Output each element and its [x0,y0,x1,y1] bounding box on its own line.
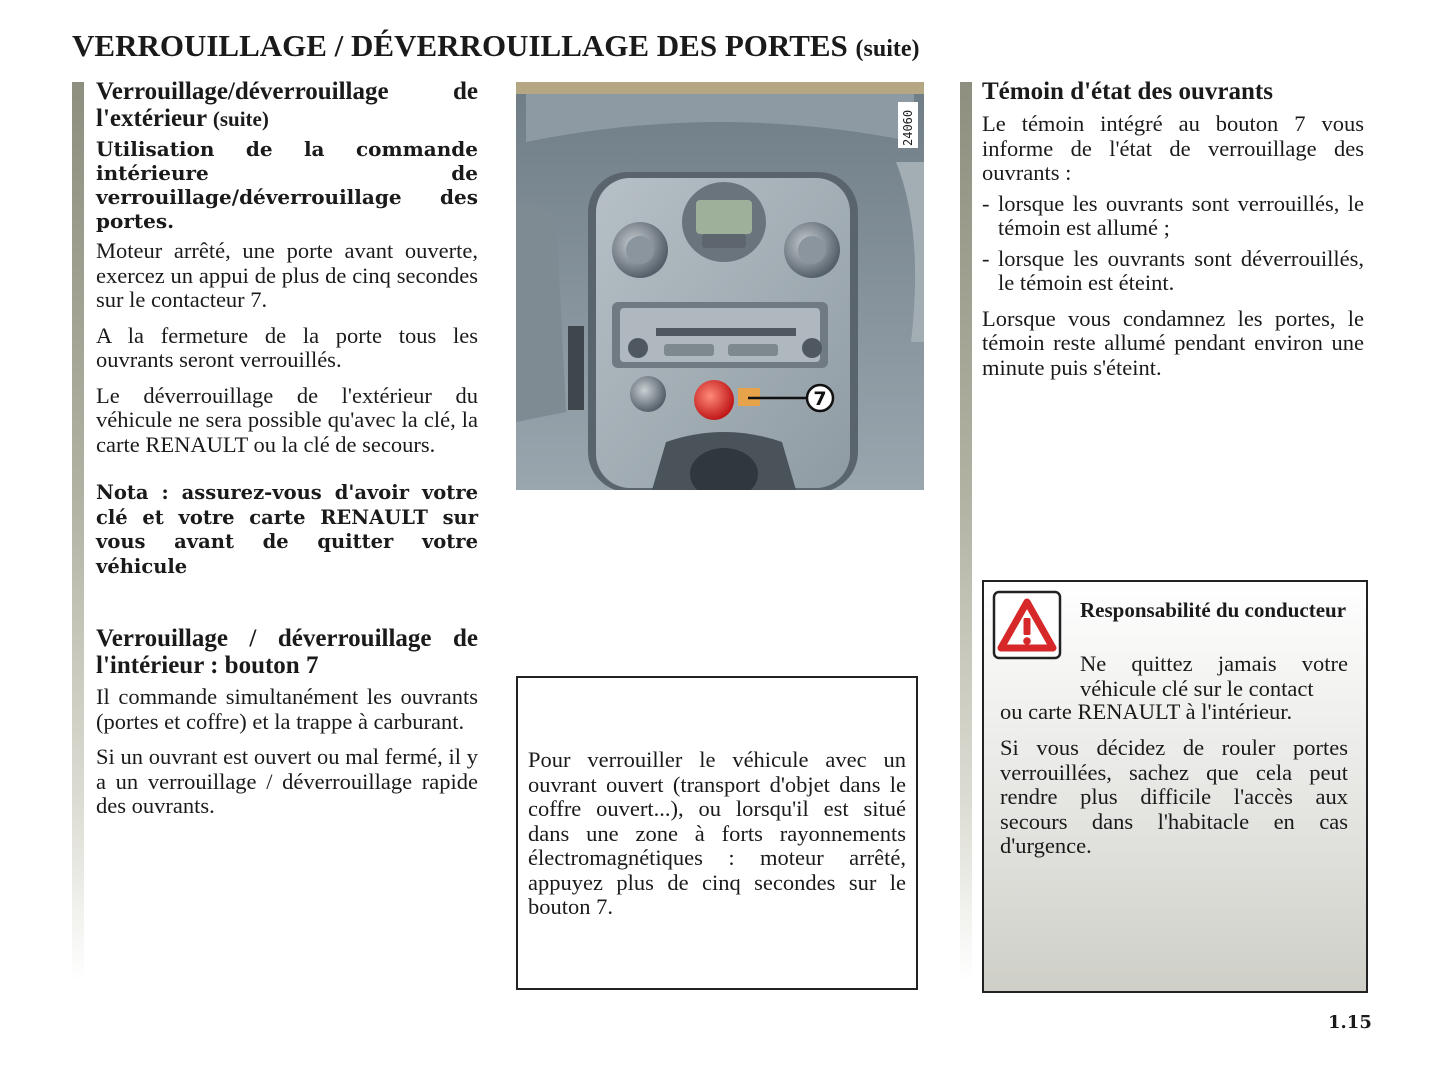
paragraph-engine-off: Moteur arrêté, une porte avant ouverte, exercez un appui de plus de cinq secondes sur le contacteur 7. [96,238,478,312]
warning-paragraph-1b: ou carte RENAULT à l'intérieur. [1000,699,1293,724]
right-accent-bar [960,82,972,982]
warning-paragraph-2: Si vous décidez de rouler portes verrouillées, sachez que cela peut rendre plus difficile l'accès aux secours dans l'habitacle en cas d'urgence. [1000,735,1348,858]
paragraph-quick-lock: Si un ouvrant est ouvert ou mal fermé, il y a un verrouillage / déverrouillage rapide des ouvrants. [96,744,478,818]
heading-exterior-suite: (suite) [212,107,269,131]
callout-7: 7 [813,388,827,410]
paragraph-unlocking-exterior: Le déverrouillage de l'extérieur du véhicule ne sera possible qu'avec la clé, la carte RENAULT ou la clé de secours. [96,382,478,457]
note-text: Pour verrouiller le véhicule avec un ouvrant ouvert (transport d'objet dans le coffre ouvert...), ou lorsqu'il est situé dans une zone à forts rayonnements électromagnétiques : moteur arrêté, appuyez plus de cinq secondes sur le bouton 7. [528,747,906,919]
note-box [516,676,918,990]
right-column [982,78,1364,391]
warning-triangle-icon [992,590,1062,660]
page-number: 1.15 [1328,1012,1372,1033]
warning-title: Responsabilité du conducteur [1080,598,1347,622]
warning-paragraph-1a: Ne quittez jamais votre véhicule clé sur le contact [1080,651,1348,701]
paragraph-simultaneous-command: Il commande simultanément les ouvrants (portes et coffre) et la trappe à carburant. [96,684,478,734]
photo-reference: 24060 [901,109,915,146]
paragraph-indicator-info: Le témoin intégré au bouton 7 vous informe de l'état de verrouillage des ouvrants : [982,111,1364,185]
heading-exterior-main: Verrouillage/déverrouillage de l'extérieur [96,78,478,132]
left-accent-bar [72,82,84,982]
subheading-interior-command: Utilisation de la commande intérieure de verrouillage/déverrouillage des portes. [96,137,478,233]
paragraph-door-closing: A la fermeture de la porte tous les ouvrants seront verrouillés. [96,322,478,372]
heading-exterior [96,78,478,133]
list-item-unlocked [982,247,1364,296]
warning-box [982,580,1368,993]
nota: Nota : assurez-vous d'avoir votre clé et votre carte RENAULT sur vous avant de quitter votre véhicule [96,481,478,578]
page-title-main: VERROUILLAGE / DÉVERROUILLAGE DES PORTES [72,28,848,63]
page-title-suite: (suite) [855,36,920,62]
paragraph-condemn-doors: Lorsque vous condamnez les portes, le témoin reste allumé pendant environ une minute puis s'éteint. [982,305,1364,380]
heading-status-indicator: Témoin d'état des ouvrants [982,78,1273,105]
list-item-unlocked-text: lorsque les ouvrants sont déverrouillés, le témoin est éteint. [998,245,1364,295]
heading-interior-button: Verrouillage / déverrouillage de l'intérieur : bouton 7 [96,625,478,679]
dash-bullet: - [982,245,990,271]
left-column [96,78,478,830]
dash-bullet: - [982,190,990,216]
dashboard-photo [516,82,924,490]
list-item-locked [982,192,1364,241]
page-title [72,28,920,64]
list-item-locked-text: lorsque les ouvrants sont verrouillés, le témoin est allumé ; [998,190,1364,240]
